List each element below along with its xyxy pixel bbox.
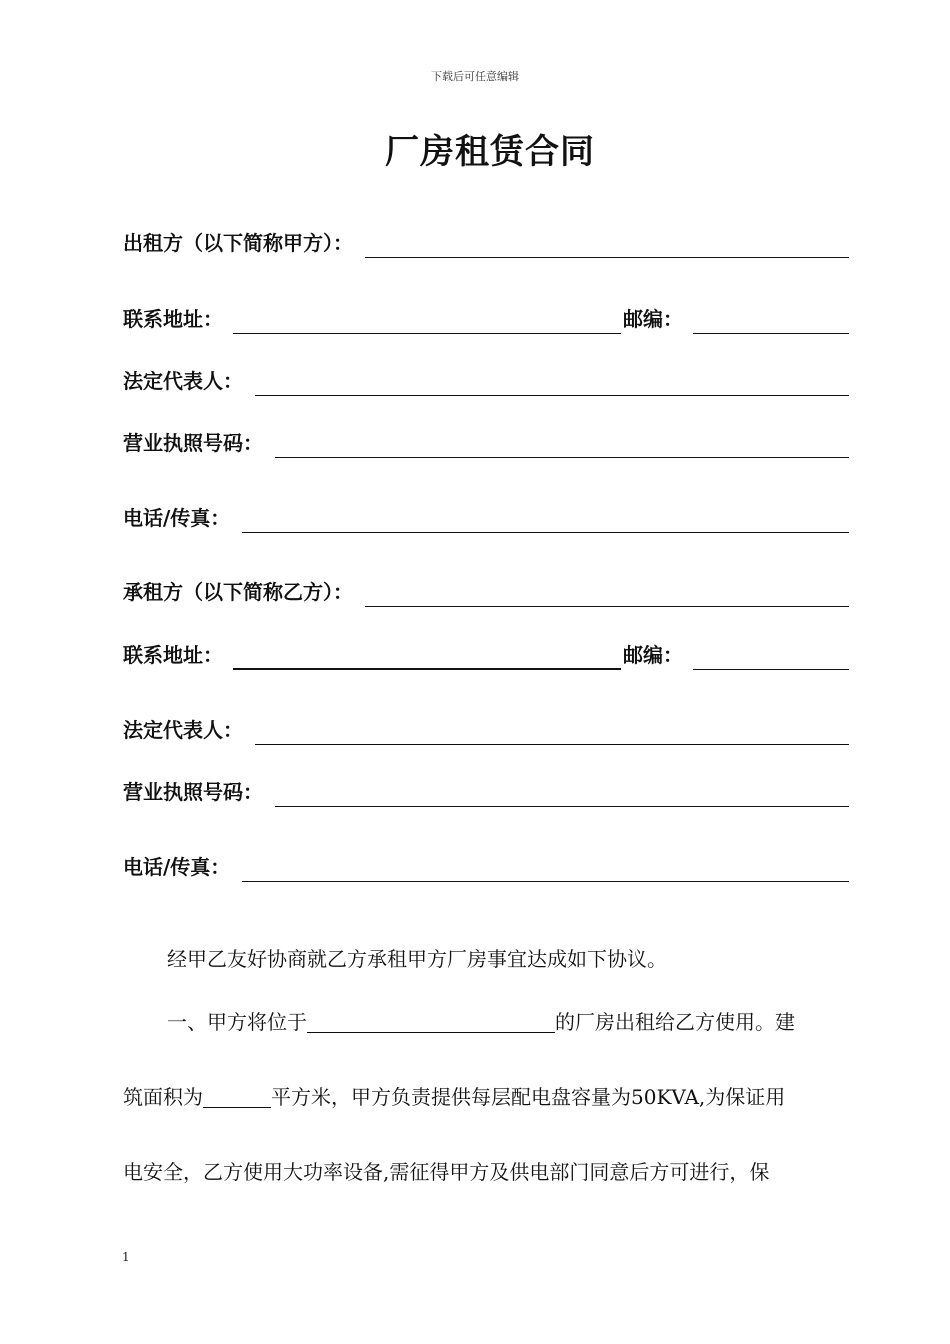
clause-1-text-a: 一、甲方将位于 [167, 1010, 307, 1034]
lessor-license-blank[interactable] [275, 435, 849, 458]
lessee-phone-label: 电话/传真： [123, 855, 231, 879]
page-number: 1 [122, 1250, 130, 1264]
lessee-address-label: 联系地址： [123, 643, 223, 667]
lessor-name-row [123, 228, 849, 258]
lessee-name-blank[interactable] [365, 584, 849, 607]
clause-1-line-2-text-a: 筑面积为 [123, 1085, 203, 1109]
lessee-rep-row [123, 715, 849, 745]
clause-1-line-3-text: 电安全，乙方使用大功率设备,需征得甲方及供电部门同意后方可进行，保 [123, 1160, 770, 1184]
intro-text: 经甲乙友好协商就乙方承租甲方厂房事宜达成如下协议。 [167, 947, 667, 971]
clause-1-line-3 [123, 1156, 855, 1185]
lessor-phone-blank[interactable] [242, 510, 849, 533]
lessor-rep-label: 法定代表人： [123, 369, 243, 393]
lessee-postcode-blank[interactable] [693, 647, 849, 670]
lessee-name-label: 承租方（以下简称乙方）： [123, 580, 353, 604]
location-blank[interactable] [307, 1012, 555, 1033]
lessee-address-row [123, 640, 849, 670]
lessor-phone-row [123, 503, 849, 533]
lessor-address-blank[interactable] [233, 311, 621, 334]
clause-1-line-1 [123, 1006, 899, 1035]
lessee-address-blank[interactable] [233, 646, 621, 670]
lessee-license-label: 营业执照号码： [123, 780, 263, 804]
lessee-name-row [123, 577, 849, 607]
lessee-license-blank[interactable] [275, 784, 849, 807]
lessee-rep-blank[interactable] [255, 722, 849, 745]
clause-1-line-2 [123, 1081, 855, 1110]
lessor-name-blank[interactable] [365, 235, 849, 258]
lessor-postcode-blank[interactable] [693, 311, 849, 334]
lessor-license-row [123, 428, 849, 458]
area-blank[interactable] [203, 1087, 271, 1108]
lessor-address-label: 联系地址： [123, 307, 223, 331]
clause-1-line-2-text-b: 平方米，甲方负责提供每层配电盘容量为50KVA,为保证用 [271, 1085, 786, 1109]
lessor-address-row [123, 304, 849, 334]
document-title: 厂房租赁合同 [385, 132, 595, 172]
lessee-phone-row [123, 852, 849, 882]
lessor-postcode-label: 邮编： [623, 307, 683, 331]
lessee-phone-blank[interactable] [242, 859, 849, 882]
lessor-phone-label: 电话/传真： [123, 506, 231, 530]
header-note: 下载后可任意编辑 [431, 70, 519, 83]
clause-1-text-b: 的厂房出租给乙方使用。建 [555, 1010, 795, 1034]
intro-paragraph [123, 943, 899, 972]
lessee-license-row [123, 777, 849, 807]
lessor-rep-row [123, 366, 849, 396]
lessor-name-label: 出租方（以下简称甲方）： [123, 231, 353, 255]
lessor-rep-blank[interactable] [255, 373, 849, 396]
lessor-license-label: 营业执照号码： [123, 431, 263, 455]
lessee-postcode-label: 邮编： [623, 643, 683, 667]
lessee-rep-label: 法定代表人： [123, 718, 243, 742]
